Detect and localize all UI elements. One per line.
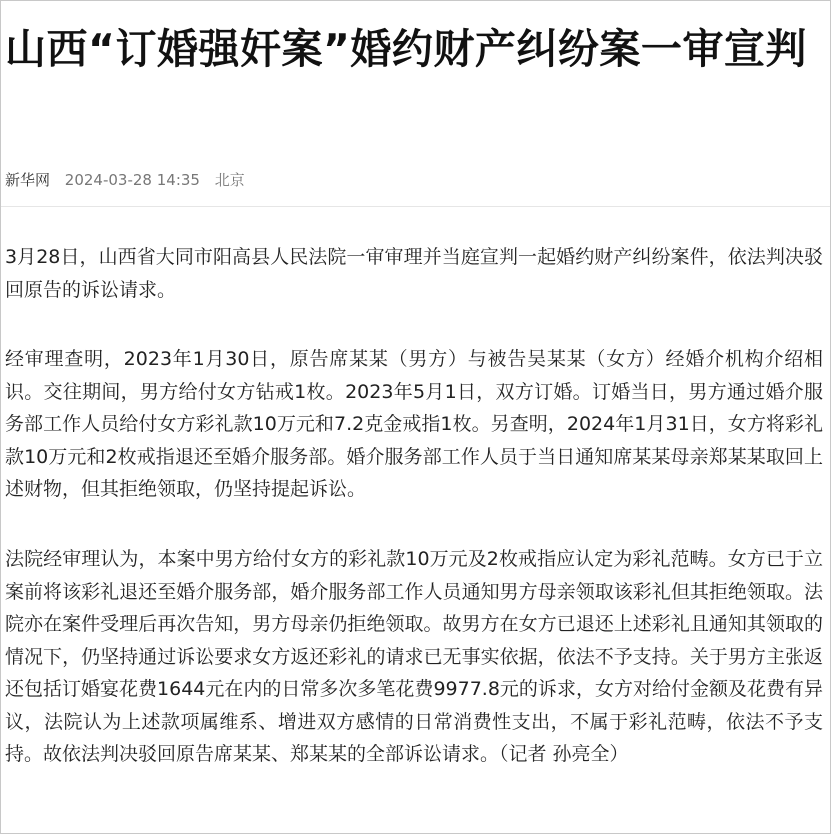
article-meta: [5, 169, 255, 191]
article-location: 北京: [214, 171, 245, 189]
article-paragraph-1: 3月28日，山西省大同市阳高县人民法院一审审理并当庭宣判一起婚约财产纠纷案件，依法判决驳回原告的诉讼请求。: [5, 246, 823, 301]
meta-divider: [1, 206, 830, 207]
article-title: 山西“订婚强奸案”婚约财产纠纷案一审宣判: [5, 25, 807, 73]
article-paragraph-2: 经审理查明，2023年1月30日，原告席某某（男方）与被告吴某某（女方）经婚介机构介绍相识。交往期间，男方给付女方钻戒1枚。2023年5月1日，双方订婚。订婚当日，男方通过婚介服务部工作人员给付女方彩礼款10万元和7.2克金戒指1枚。另查明，2024年1月31日，女方将彩礼款10万元和2枚戒指退还至婚介服务部。婚介服务部工作人员于当日通知席某某母亲郑某某取回上述财物，但其拒绝领取，仍坚持提起诉讼。: [5, 348, 823, 500]
article-source[interactable]: 新华网: [5, 171, 51, 189]
article-datetime: 2024-03-28 14:35: [64, 171, 200, 189]
article-paragraph-3: 法院经审理认为，本案中男方给付女方的彩礼款10万元及2枚戒指应认定为彩礼范畴。女方已于立案前将该彩礼退还至婚介服务部，婚介服务部工作人员通知男方母亲领取该彩礼但其拒绝领取。法院亦在案件受理后再次告知，男方母亲仍拒绝领取。故男方在女方已退还上述彩礼且通知其领取的情况下，仍坚持通过诉讼要求女方返还彩礼的请求已无事实依据，依法不予支持。关于男方主张返还包括订婚宴花费1644元在内的日常多次多笔花费9977.8元的诉求，女方对给付金额及花费有异议，法院认为上述款项属维系、增进双方感情的日常消费性支出，不属于彩礼范畴，依法不予支持。故依法判决驳回原告席某某、郑某某的全部诉讼请求。（记者 孙亮全）: [5, 548, 823, 765]
